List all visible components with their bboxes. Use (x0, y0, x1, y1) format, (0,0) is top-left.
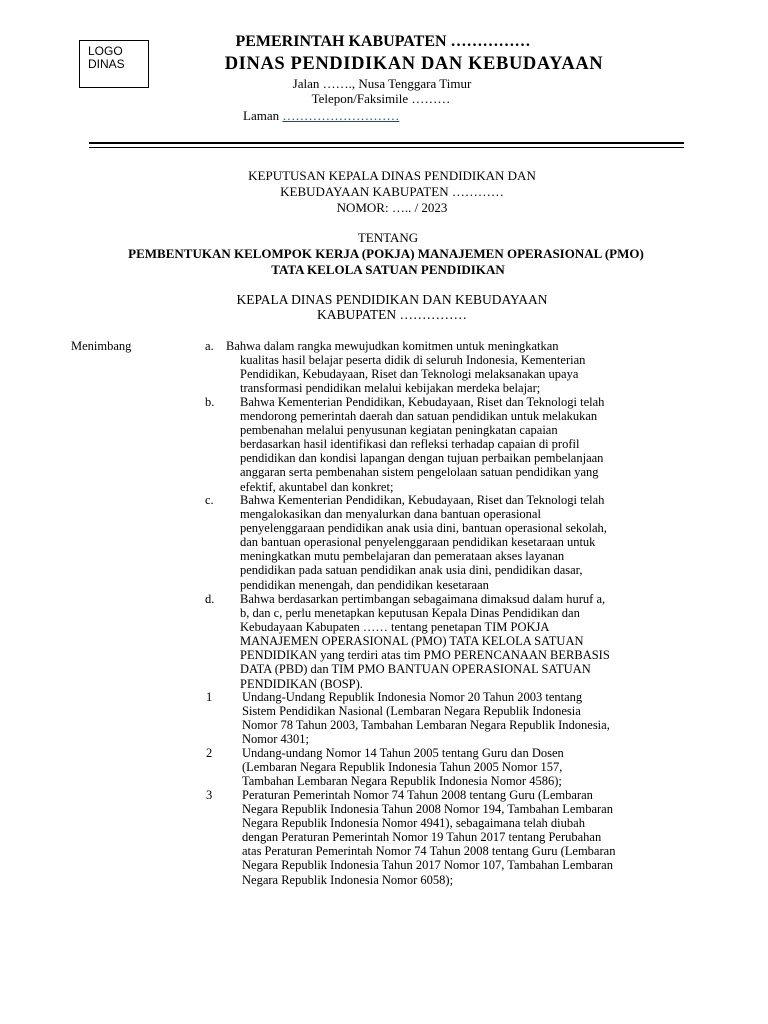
item-text-line: b, dan c, perlu menetapkan keputusan Kepala Dinas Pendidikan dan (240, 606, 580, 621)
considering-label: Menimbang (71, 339, 132, 353)
item-text-line: Sistem Pendidikan Nasional (Lembaran Negara Republik Indonesia (242, 704, 581, 719)
item-text-line: penyelenggaraan pendidikan anak usia dini, bantuan operasional sekolah, (240, 521, 607, 536)
item-text-line: Bahwa Kementerian Pendidikan, Kebudayaan, Riset dan Teknologi telah (240, 493, 605, 507)
decree-title-line: KEPUTUSAN KEPALA DINAS PENDIDIKAN DAN (248, 168, 536, 183)
item-text-line: dengan Peraturan Pemerintah Nomor 19 Tahun 2017 tentang Perubahan (242, 830, 602, 845)
item-marker: c. (205, 493, 214, 507)
item-text-line: Bahwa berdasarkan pertimbangan sebagaimana dimaksud dalam huruf a, (240, 592, 606, 606)
item-text-line: kualitas hasil belajar peserta didik di seluruh Indonesia, Kementerian (240, 353, 586, 368)
item-text (242, 690, 656, 746)
item-text-line: pendidikan menengah, dan pendidikan kesetaraan (240, 577, 489, 592)
item-text-line: Bahwa Kementerian Pendidikan, Kebudayaan, Riset dan Teknologi telah (240, 395, 605, 409)
item-text (242, 746, 656, 788)
item-text-line: Negara Republik Indonesia Nomor 4941), sebagaimana telah diubah (242, 816, 585, 831)
item-text (240, 592, 651, 691)
item-text (226, 339, 651, 395)
decree-title-line: KEBUDAYAAN KABUPATEN ………… (280, 184, 504, 199)
item-text-line: Negara Republik Indonesia Tahun 2017 Nomor 107, Tambahan Lembaran (242, 858, 613, 873)
letterhead-rule-thin (89, 147, 684, 148)
item-text-line: Kebudayaan Kabupaten …… tentang penetapan TIM POKJA (240, 620, 550, 635)
decree-number: NOMOR: ….. / 2023 (336, 200, 448, 215)
decree-about: TENTANG (357, 230, 419, 245)
item-text-line: pendidikan pada satuan pendidikan anak usia dini, pendidikan dasar, (240, 563, 583, 578)
item-marker: 1 (206, 690, 213, 704)
item-text-line: dan bantuan operasional penyelenggaraan pendidikan kesetaraan untuk (240, 535, 596, 550)
item-text-line: (Lembaran Negara Republik Indonesia Tahun 2005 Nomor 157, (242, 760, 563, 775)
item-text-line: Undang-undang Nomor 14 Tahun 2005 tentang Guru dan Dosen (242, 746, 564, 760)
item-text-line: anggaran serta pembenahan sistem pengelolaan satuan pendidikan yang (240, 465, 599, 480)
item-text-line: Nomor 78 Tahun 2003, Tambahan Lembaran Negara Republik Indonesia, (242, 718, 610, 733)
website-line (243, 108, 399, 124)
item-marker: b. (205, 395, 215, 409)
item-text (240, 493, 651, 592)
logo-text-line-2: DINAS (88, 57, 125, 71)
phone-line: Telepon/Faksimile ……… (311, 91, 451, 106)
website-link[interactable]: ……………………… (282, 108, 400, 123)
item-text-line: PENDIDIKAN (BOSP). (240, 676, 363, 691)
item-text-line: pendidikan dan kondisi lapangan dengan tujuan perbaikan pembelanjaan (240, 451, 604, 466)
item-text-line: MANAJEMEN OPERASIONAL (PMO) TATA KELOLA SATUAN (240, 634, 584, 649)
item-text-line: PENDIDIKAN yang terdiri atas tim PMO PERENCANAAN BERBASIS (240, 648, 610, 663)
item-marker: a. (205, 339, 214, 353)
item-text-line: pembenahan melalui penyusunan kegiatan peningkatan capaian (240, 423, 558, 438)
item-text-line: transformasi pendidikan melalui kebijakan merdeka belajar; (240, 381, 541, 396)
government-name: PEMERINTAH KABUPATEN …………… (235, 33, 531, 50)
website-label: Laman (243, 108, 280, 123)
item-text-line: Tambahan Lembaran Negara Republik Indonesia Nomor 4586); (242, 774, 562, 789)
logo-text-line-1: LOGO (88, 44, 123, 58)
item-text-line: Undang-Undang Republik Indonesia Nomor 20 Tahun 2003 tentang (242, 690, 583, 704)
letterhead-rule-thick (89, 142, 684, 144)
decree-subject-line: PEMBENTUKAN KELOMPOK KERJA (POKJA) MANAJEMEN OPERASIONAL (PMO) (128, 246, 644, 261)
item-text-line: efektif, akuntabel dan konkret; (240, 479, 394, 494)
item-text-line: Peraturan Pemerintah Nomor 74 Tahun 2008 tentang Guru (Lembaran (242, 788, 593, 802)
item-text-line: DATA (PBD) dan TIM PMO BANTUAN OPERASIONAL SATUAN (240, 662, 591, 677)
item-text-line: mengalokasikan dan menyalurkan dana bantuan operasional (240, 507, 541, 522)
item-text-line: meningkatkan mutu pembelajaran dan pemerataan akses layanan (240, 549, 565, 564)
item-text-line: atas Peraturan Pemerintah Nomor 74 Tahun 2008 tentang Guru (Lembaran (242, 844, 616, 859)
department-name: DINAS PENDIDIKAN DAN KEBUDAYAAN (224, 54, 604, 74)
decree-subject-line: TATA KELOLA SATUAN PENDIDIKAN (271, 262, 505, 277)
item-marker: 3 (206, 788, 213, 802)
item-marker: d. (205, 592, 215, 606)
item-text-line: Pendidikan, Kebudayaan, Riset dan Teknologi melaksanakan upaya (240, 367, 579, 382)
item-text (242, 788, 656, 887)
item-text-line: Bahwa dalam rangka mewujudkan komitmen untuk meningkatkan (226, 339, 559, 353)
item-text-line: Negara Republik Indonesia Tahun 2008 Nomor 194, Tambahan Lembaran (242, 802, 613, 817)
item-text-line: berdasarkan hasil identifikasi dan refleksi terhadap capaian di profil (240, 437, 580, 452)
address-line: Jalan ……., Nusa Tenggara Timur (292, 76, 472, 91)
item-marker: 2 (206, 746, 213, 760)
issuer-line: KEPALA DINAS PENDIDIKAN DAN KEBUDAYAAN (236, 292, 548, 307)
issuer-line: KABUPATEN …………… (317, 307, 467, 322)
item-text (240, 395, 651, 494)
item-text-line: mendorong pemerintah daerah dan satuan pendidikan untuk melakukan (240, 409, 598, 424)
item-text-line: Negara Republik Indonesia Nomor 6058); (242, 872, 454, 887)
item-text-line: Nomor 4301; (242, 732, 310, 747)
